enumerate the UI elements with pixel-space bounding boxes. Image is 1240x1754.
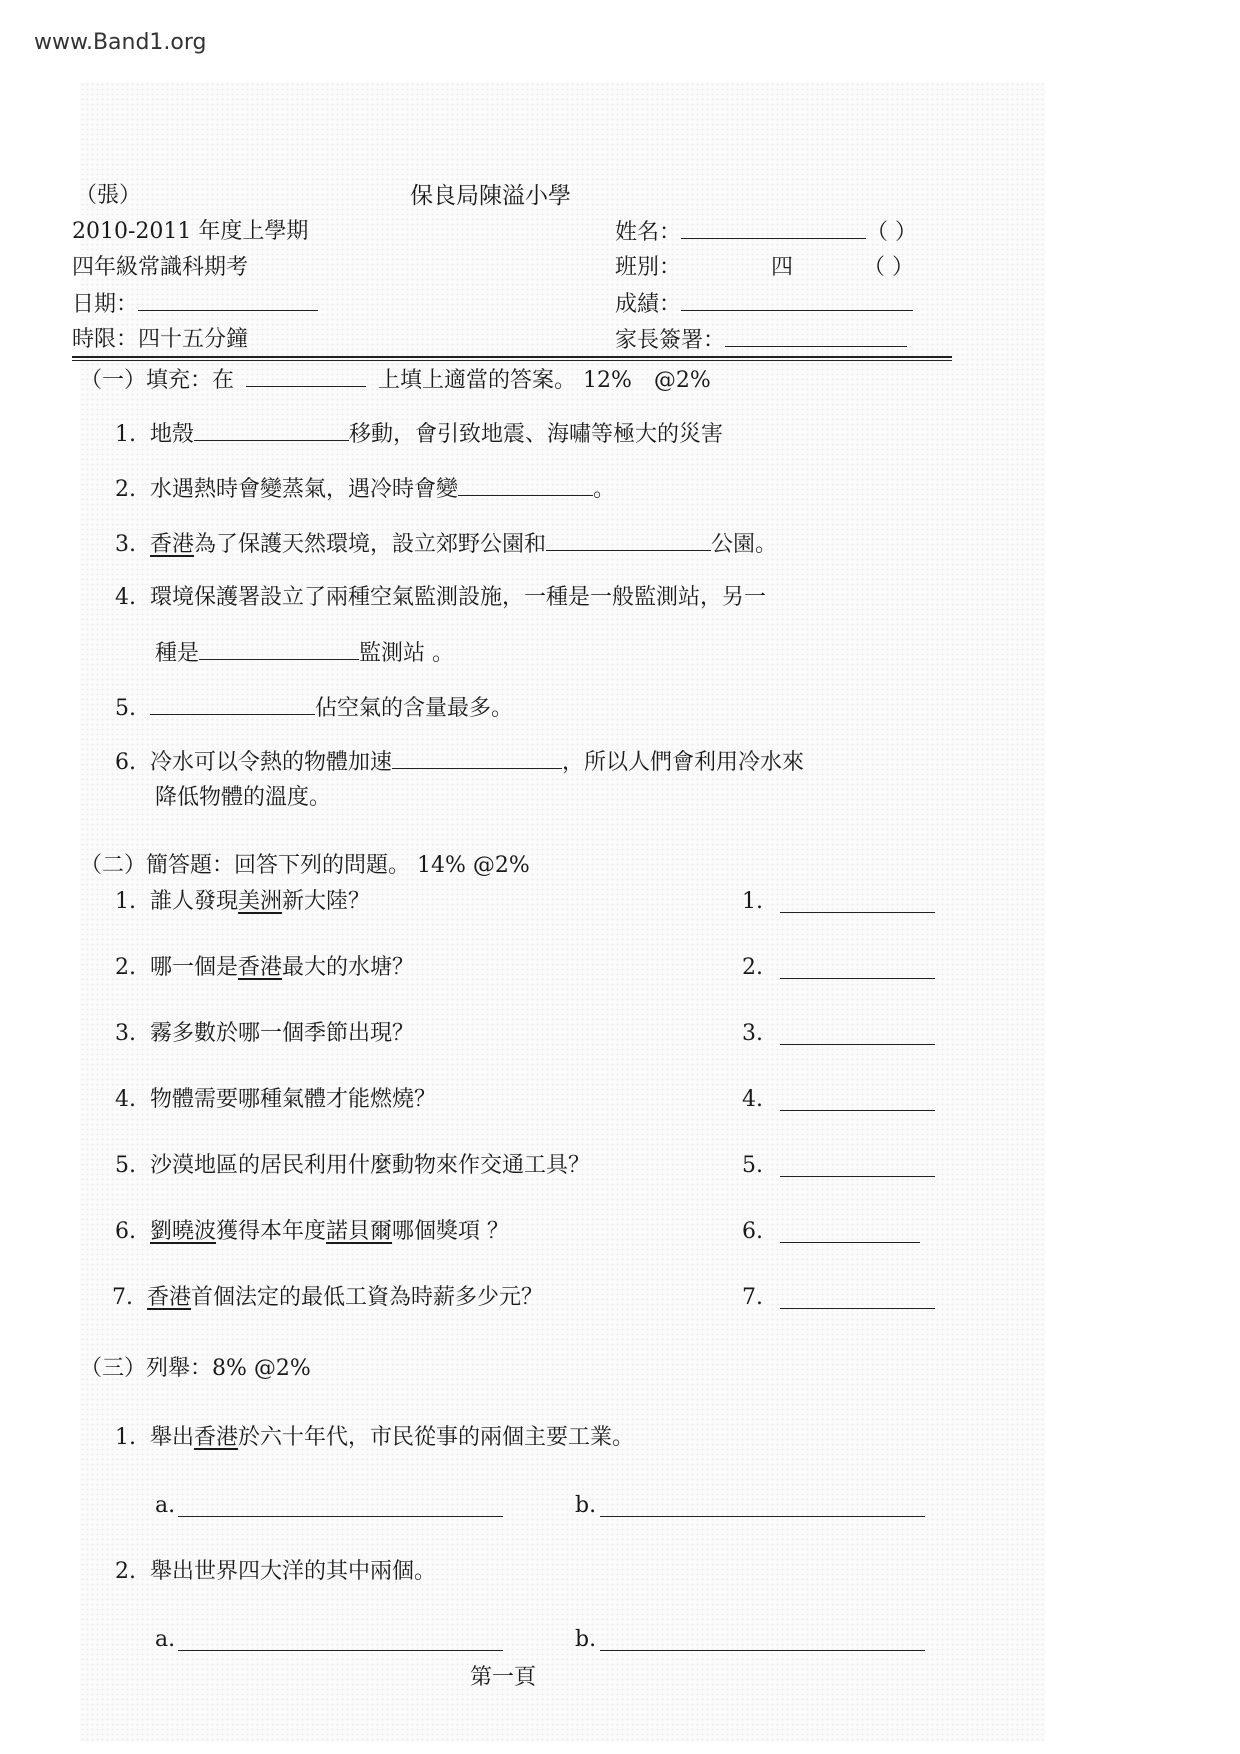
- s2-q2-answer-line[interactable]: [780, 978, 935, 979]
- q-text: 水遇熱時會變蒸氣，遇冷時會變: [150, 477, 459, 502]
- s2-ans-num: 3.: [742, 1021, 763, 1046]
- q-number: 2.: [115, 1559, 136, 1584]
- score-label: 成績：: [615, 292, 682, 317]
- page-footer: 第一頁: [470, 1665, 537, 1690]
- q-text: 冷水可以令熱的物體加速: [150, 750, 393, 775]
- q-number: 5.: [115, 696, 136, 721]
- s3-q2-a-line[interactable]: [178, 1650, 503, 1651]
- s1-q1: [115, 420, 723, 449]
- name-blank[interactable]: [681, 218, 866, 239]
- s2-ans-num: 1.: [742, 889, 763, 914]
- proper-noun: 香港: [238, 955, 283, 980]
- q-number: 5.: [115, 1153, 136, 1178]
- s1-q2-blank[interactable]: [458, 475, 593, 496]
- parent-label: 家長簽署：: [615, 328, 726, 353]
- section1-title-blank: [246, 366, 366, 387]
- s3-q2-a-label: a.: [155, 1627, 176, 1652]
- q-text: 移動，會引致地震、海嘯等極大的災害: [349, 422, 724, 447]
- name-field: [615, 218, 917, 247]
- s2-q5: [115, 1152, 590, 1180]
- s2-q2: [115, 954, 414, 982]
- q-number: 1.: [115, 422, 136, 447]
- q-text: 於六十年代，市民從事的兩個主要工業。: [238, 1425, 635, 1450]
- s1-q4-cont: [155, 639, 454, 668]
- s2-q1-answer-line[interactable]: [780, 912, 935, 913]
- s2-ans-num: 4.: [742, 1087, 763, 1112]
- q-number: 1.: [115, 889, 136, 914]
- name-paren: （ ）: [866, 220, 918, 245]
- s1-q4: [115, 584, 766, 612]
- date-label: 日期：: [72, 292, 139, 317]
- s3-q1-b-label: b.: [575, 1493, 597, 1518]
- score-blank[interactable]: [681, 290, 913, 311]
- class-paren: （ ）: [863, 255, 915, 280]
- score-field: [615, 290, 913, 319]
- proper-noun: 香港: [147, 1285, 192, 1310]
- time-limit: 時限：四十五分鐘: [72, 327, 249, 352]
- s2-ans-num: 2.: [742, 955, 763, 980]
- q-text: 哪一個是: [150, 955, 239, 980]
- q-text: 種是: [155, 641, 200, 666]
- q-text: 哪個獎項 ？: [392, 1219, 510, 1244]
- q-number: 6.: [115, 1219, 136, 1244]
- s3-q1: [115, 1424, 634, 1452]
- s1-q3-blank[interactable]: [546, 530, 711, 551]
- s3-q2: [115, 1558, 436, 1586]
- s3-q2-b-line[interactable]: [600, 1650, 925, 1651]
- q-number: 1.: [115, 1425, 136, 1450]
- parent-signature-field: [615, 326, 907, 355]
- section3-title: （三）列舉：8% @2%: [80, 1356, 311, 1381]
- s2-q3-answer-line[interactable]: [780, 1044, 935, 1045]
- s2-q1: [115, 888, 370, 916]
- q-number: 4.: [115, 1087, 136, 1112]
- q-text: 物體需要哪種氣體才能燃燒？: [150, 1087, 437, 1112]
- q-text: 舉出世界四大洋的其中兩個。: [150, 1559, 437, 1584]
- q-number: 7.: [112, 1285, 133, 1310]
- parent-blank[interactable]: [725, 326, 907, 347]
- s1-q4-blank[interactable]: [199, 639, 359, 660]
- term: 2010-2011 年度上學期: [72, 219, 309, 244]
- s2-ans-num: 6.: [742, 1219, 763, 1244]
- q-text: 舉出: [150, 1425, 195, 1450]
- q-text: 新大陸？: [282, 889, 371, 914]
- date-blank[interactable]: [138, 290, 318, 311]
- q-text: 地殼: [150, 422, 195, 447]
- header-rule: [72, 356, 952, 358]
- q-text: 霧多數於哪一個季節出現？: [150, 1021, 415, 1046]
- s1-q3: [115, 530, 777, 559]
- q-number: 2.: [115, 955, 136, 980]
- proper-noun: 劉曉波: [150, 1219, 217, 1244]
- s2-q3: [115, 1020, 414, 1048]
- q-number: 3.: [115, 532, 136, 557]
- s1-q6-blank[interactable]: [392, 748, 562, 769]
- q-number: 3.: [115, 1021, 136, 1046]
- q-text: 沙漠地區的居民利用什麼動物來作交通工具？: [150, 1153, 591, 1178]
- s2-ans-num: 5.: [742, 1153, 763, 1178]
- s1-q6-cont: 降低物體的溫度。: [155, 785, 332, 810]
- exam-title: 四年級常識科期考: [72, 255, 249, 280]
- s1-q2: [115, 475, 615, 504]
- section1-title: [80, 366, 711, 395]
- s2-q6-answer-line[interactable]: [780, 1242, 920, 1243]
- class-field: [615, 254, 914, 282]
- s2-q7: [112, 1284, 543, 1312]
- q-text: ，所以人們會利用冷水來: [562, 750, 805, 775]
- q-text: 監測站 。: [359, 641, 455, 666]
- q-text: 首個法定的最低工資為時薪多少元？: [191, 1285, 544, 1310]
- watermark: www.Band1.org: [34, 30, 207, 55]
- s3-q1-a-line[interactable]: [178, 1516, 503, 1517]
- q-number: 6.: [115, 750, 136, 775]
- class-value: 四: [771, 255, 794, 280]
- q-text: 。: [593, 477, 616, 502]
- q-text: 公園。: [711, 532, 778, 557]
- section2-title: （二）簡答題：回答下列的問題。 14% @2%: [80, 853, 530, 878]
- class-label: 班別：: [615, 255, 682, 280]
- proper-noun: 諾貝爾: [326, 1219, 393, 1244]
- s2-q4-answer-line[interactable]: [780, 1110, 935, 1111]
- q-text: 最大的水塘？: [282, 955, 415, 980]
- q-text: 為了保護天然環境，設立郊野公園和: [194, 532, 547, 557]
- s3-q1-a-label: a.: [155, 1493, 176, 1518]
- q-text: 佔空氣的含量最多。: [315, 696, 514, 721]
- section1-title-a: （一）填充：在: [80, 368, 235, 393]
- header-rule-2: [72, 360, 952, 361]
- section1-title-b: 上填上適當的答案。 12% @2%: [378, 368, 711, 393]
- s2-q5-answer-line[interactable]: [780, 1176, 935, 1177]
- q-text: 環境保護署設立了兩種空氣監測設施，一種是一般監測站，另一: [150, 585, 767, 610]
- s3-q1-b-line[interactable]: [600, 1516, 925, 1517]
- s2-ans-num: 7.: [742, 1285, 763, 1310]
- header-tag: （張）: [75, 183, 142, 208]
- school-name: 保良局陳溢小學: [410, 183, 571, 209]
- proper-noun: 香港: [150, 532, 195, 557]
- q-number: 2.: [115, 477, 136, 502]
- q-text: 誰人發現: [150, 889, 239, 914]
- s2-q6: [115, 1218, 509, 1246]
- s2-q7-answer-line[interactable]: [780, 1308, 935, 1309]
- s1-q5: [115, 694, 513, 723]
- name-label: 姓名：: [615, 220, 682, 245]
- proper-noun: 美洲: [238, 889, 283, 914]
- q-number: 4.: [115, 585, 136, 610]
- proper-noun: 香港: [194, 1425, 239, 1450]
- date-field: [72, 290, 318, 319]
- s1-q1-blank[interactable]: [194, 420, 349, 441]
- q-text: 獲得本年度: [216, 1219, 327, 1244]
- s3-q2-b-label: b.: [575, 1627, 597, 1652]
- s2-q4: [115, 1086, 436, 1114]
- s1-q5-blank[interactable]: [150, 694, 315, 715]
- s1-q6: [115, 748, 804, 777]
